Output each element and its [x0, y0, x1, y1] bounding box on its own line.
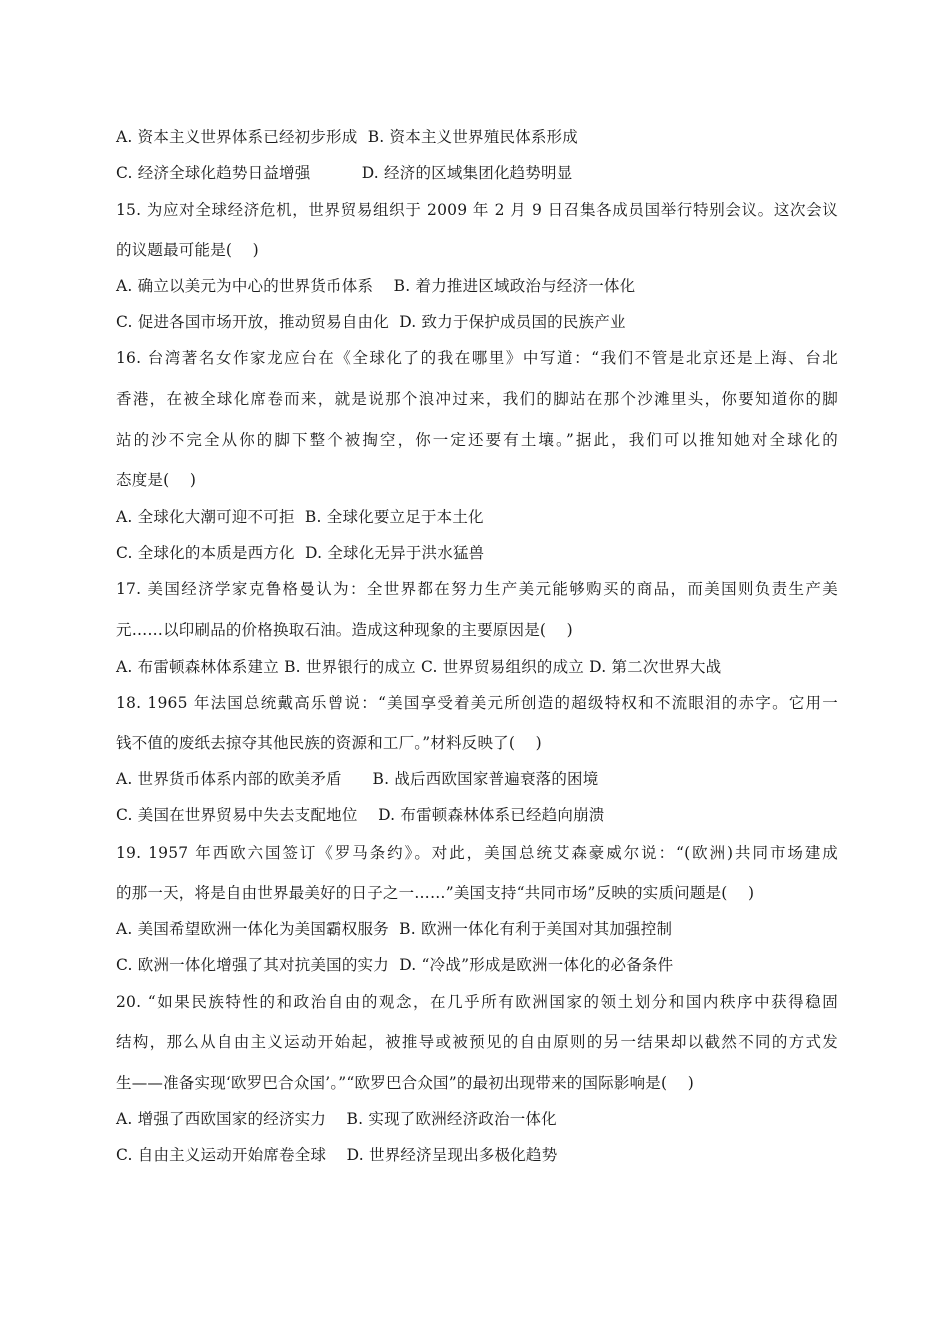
q14-option-line-1: A. 资本主义世界体系已经初步形成 B. 资本主义世界殖民体系形成 [116, 128, 578, 146]
q20-option-line-1: A. 增强了西欧国家的经济实力 B. 实现了欧洲经济政治一体化 [116, 1110, 557, 1128]
q19-option-line-1: A. 美国希望欧洲一体化为美国霸权服务 B. 欧洲一体化有利于美国对其加强控制 [116, 920, 673, 938]
q15-stem-line-2: 的议题最可能是( ) [116, 241, 259, 259]
q20-stem-line-1: 20. “如果民族特性的和政治自由的观念，在几乎所有欧洲国家的领土划分和国内秩序中获得稳固 [116, 993, 838, 1011]
q19-stem-line-2: 的那一天，将是自由世界最美好的日子之一……”美国支持“共同市场”反映的实质问题是( ) [116, 884, 755, 902]
q20-stem-line-3: 生——准备实现‘欧罗巴合众国’。”“欧罗巴合众国”的最初出现带来的国际影响是( ) [116, 1074, 694, 1092]
q15-stem-line-1: 15. 为应对全球经济危机，世界贸易组织于 2009 年 2 月 9 日召集各成员国举行特别会议。这次会议 [116, 201, 838, 219]
q16-stem-line-1: 16. 台湾著名女作家龙应台在《全球化了的我在哪里》中写道：“我们不管是北京还是上海、台北 [116, 349, 838, 367]
q16-stem-line-3: 站的沙不完全从你的脚下整个被掏空，你一定还要有土壤。”据此，我们可以推知她对全球化的 [116, 431, 838, 449]
q17-stem-line-1: 17. 美国经济学家克鲁格曼认为：全世界都在努力生产美元能够购买的商品，而美国则负责生产美 [116, 580, 838, 598]
q16-stem-line-4: 态度是( ) [116, 471, 197, 489]
q20-option-line-2: C. 自由主义运动开始席卷全球 D. 世界经济呈现出多极化趋势 [116, 1146, 558, 1164]
q18-stem-line-1: 18. 1965 年法国总统戴高乐曾说：“美国享受着美元所创造的超级特权和不流眼泪的赤字。它用一 [116, 694, 838, 712]
q18-stem-line-2: 钱不值的废纸去掠夺其他民族的资源和工厂。”材料反映了( ) [116, 734, 542, 752]
q15-option-line-1: A. 确立以美元为中心的世界货币体系 B. 着力推进区域政治与经济一体化 [116, 277, 636, 295]
q16-stem-line-2: 香港，在被全球化席卷而来，就是说那个浪冲过来，我们的脚站在那个沙滩里头，你要知道你的脚 [116, 390, 838, 408]
q14-option-line-2: C. 经济全球化趋势日益增强 D. 经济的区域集团化趋势明显 [116, 164, 573, 182]
q18-option-line-2: C. 美国在世界贸易中失去支配地位 D. 布雷顿森林体系已经趋向崩溃 [116, 806, 605, 824]
q17-option-line-1: A. 布雷顿森林体系建立 B. 世界银行的成立 C. 世界贸易组织的成立 D. 第二次世界大战 [116, 658, 722, 676]
q17-stem-line-2: 元……以印刷品的价格换取石油。造成这种现象的主要原因是( ) [116, 621, 573, 639]
q19-option-line-2: C. 欧洲一体化增强了其对抗美国的实力 D. “冷战”形成是欧洲一体化的必备条件 [116, 956, 674, 974]
q15-option-line-2: C. 促进各国市场开放，推动贸易自由化 D. 致力于保护成员国的民族产业 [116, 313, 626, 331]
q16-option-line-1: A. 全球化大潮可迎不可拒 B. 全球化要立足于本土化 [116, 508, 484, 526]
q19-stem-line-1: 19. 1957 年西欧六国签订《罗马条约》。对此，美国总统艾森豪威尔说：“(欧洲)共同市场建成 [116, 844, 838, 862]
q18-option-line-1: A. 世界货币体系内部的欧美矛盾 B. 战后西欧国家普遍衰落的困境 [116, 770, 599, 788]
q16-option-line-2: C. 全球化的本质是西方化 D. 全球化无异于洪水猛兽 [116, 544, 485, 562]
q20-stem-line-2: 结构，那么从自由主义运动开始起，被推导或被预见的自由原则的另一结果却以截然不同的方式发 [116, 1033, 838, 1051]
